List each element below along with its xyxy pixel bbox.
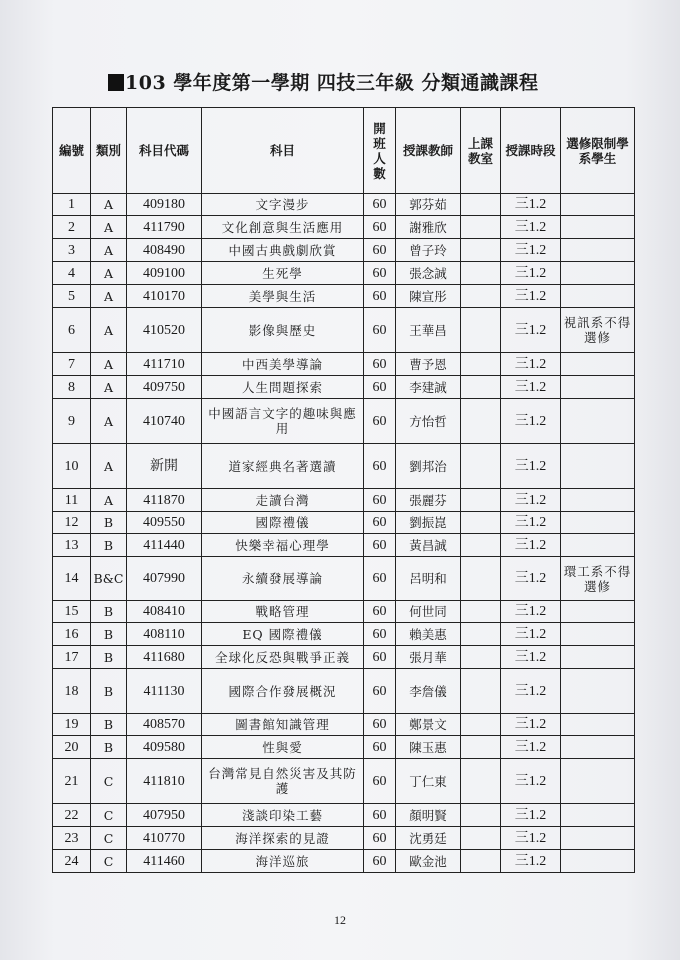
cell-room: [461, 399, 501, 444]
cell-subject: 永續發展導論: [202, 557, 364, 601]
cell-time: 三1.2: [501, 399, 561, 444]
cell-category: B: [91, 534, 127, 557]
cell-restriction: [561, 444, 635, 489]
cell-time: 三1.2: [501, 285, 561, 308]
cell-room: [461, 736, 501, 759]
cell-restriction: [561, 239, 635, 262]
cell-size: 60: [364, 353, 396, 376]
cell-teacher: 謝雅欣: [396, 216, 461, 239]
cell-size: 60: [364, 308, 396, 353]
cell-room: [461, 216, 501, 239]
cell-num: 18: [53, 669, 91, 714]
cell-code: 408570: [127, 714, 202, 736]
cell-num: 9: [53, 399, 91, 444]
cell-restriction: [561, 669, 635, 714]
cell-time: 三1.2: [501, 850, 561, 873]
cell-teacher: 張月華: [396, 646, 461, 669]
cell-num: 10: [53, 444, 91, 489]
cell-time: 三1.2: [501, 646, 561, 669]
cell-size: 60: [364, 239, 396, 262]
cell-category: B: [91, 512, 127, 534]
table-row: [53, 308, 635, 353]
cell-time: 三1.2: [501, 308, 561, 353]
cell-code: 411130: [127, 669, 202, 714]
cell-category: A: [91, 239, 127, 262]
page-number: 12: [334, 913, 346, 927]
cell-category: B: [91, 736, 127, 759]
cell-time: 三1.2: [501, 714, 561, 736]
cell-num: 6: [53, 308, 91, 353]
cell-teacher: 沈勇廷: [396, 827, 461, 850]
cell-size: 60: [364, 759, 396, 804]
cell-category: B: [91, 714, 127, 736]
cell-time: 三1.2: [501, 444, 561, 489]
cell-teacher: 李詹儀: [396, 669, 461, 714]
cell-code: 410170: [127, 285, 202, 308]
cell-size: 60: [364, 623, 396, 646]
table-row: [53, 194, 635, 216]
cell-num: 8: [53, 376, 91, 399]
table-row: [53, 759, 635, 804]
cell-room: [461, 827, 501, 850]
cell-room: [461, 512, 501, 534]
cell-restriction: [561, 850, 635, 873]
cell-code: 410770: [127, 827, 202, 850]
cell-num: 21: [53, 759, 91, 804]
cell-size: 60: [364, 601, 396, 623]
cell-teacher: 劉邦治: [396, 444, 461, 489]
cell-category: A: [91, 399, 127, 444]
cell-category: A: [91, 444, 127, 489]
cell-category: A: [91, 353, 127, 376]
cell-size: 60: [364, 444, 396, 489]
table-row: [53, 646, 635, 669]
cell-room: [461, 714, 501, 736]
cell-restriction: [561, 827, 635, 850]
cell-time: 三1.2: [501, 804, 561, 827]
cell-teacher: 何世同: [396, 601, 461, 623]
cell-restriction: [561, 489, 635, 512]
cell-restriction: [561, 285, 635, 308]
cell-num: 22: [53, 804, 91, 827]
header-restriction: 選修限制學系學生: [561, 108, 635, 194]
cell-code: 411710: [127, 353, 202, 376]
cell-category: B: [91, 623, 127, 646]
cell-num: 20: [53, 736, 91, 759]
cell-room: [461, 850, 501, 873]
header-subject: 科目: [202, 108, 364, 194]
cell-time: 三1.2: [501, 194, 561, 216]
cell-room: [461, 669, 501, 714]
cell-restriction: [561, 376, 635, 399]
cell-teacher: 曾子玲: [396, 239, 461, 262]
cell-category: C: [91, 759, 127, 804]
cell-num: 16: [53, 623, 91, 646]
cell-teacher: 顏明賢: [396, 804, 461, 827]
cell-restriction: [561, 399, 635, 444]
cell-subject: 文字漫步: [202, 194, 364, 216]
cell-teacher: 陳玉惠: [396, 736, 461, 759]
cell-code: 411810: [127, 759, 202, 804]
cell-num: 13: [53, 534, 91, 557]
cell-code: 408490: [127, 239, 202, 262]
cell-category: C: [91, 827, 127, 850]
cell-num: 4: [53, 262, 91, 285]
cell-subject: 台灣常見自然災害及其防護: [202, 759, 364, 804]
cell-restriction: 視訊系不得選修: [561, 308, 635, 353]
cell-num: 17: [53, 646, 91, 669]
cell-restriction: [561, 262, 635, 285]
cell-room: [461, 239, 501, 262]
cell-time: 三1.2: [501, 262, 561, 285]
cell-time: 三1.2: [501, 669, 561, 714]
cell-category: C: [91, 850, 127, 873]
cell-teacher: 歐金池: [396, 850, 461, 873]
cell-room: [461, 759, 501, 804]
cell-category: B&C: [91, 557, 127, 601]
table-row: [53, 512, 635, 534]
cell-time: 三1.2: [501, 557, 561, 601]
cell-code: 新開: [127, 444, 202, 489]
cell-room: [461, 285, 501, 308]
header-time: 授課時段: [501, 108, 561, 194]
cell-room: [461, 262, 501, 285]
cell-time: 三1.2: [501, 827, 561, 850]
cell-teacher: 郭芬茹: [396, 194, 461, 216]
table-row: [53, 216, 635, 239]
table-row: [53, 557, 635, 601]
cell-category: B: [91, 601, 127, 623]
cell-code: 408110: [127, 623, 202, 646]
table-row: [53, 850, 635, 873]
header-teacher: 授課教師: [396, 108, 461, 194]
cell-subject: EQ 國際禮儀: [202, 623, 364, 646]
table-row: [53, 601, 635, 623]
cell-subject: 影像與歷史: [202, 308, 364, 353]
cell-restriction: 環工系不得選修: [561, 557, 635, 601]
cell-subject: 淺談印染工藝: [202, 804, 364, 827]
cell-room: [461, 623, 501, 646]
cell-restriction: [561, 736, 635, 759]
cell-time: 三1.2: [501, 534, 561, 557]
table-row: [53, 285, 635, 308]
cell-size: 60: [364, 399, 396, 444]
cell-teacher: 方怡哲: [396, 399, 461, 444]
cell-restriction: [561, 512, 635, 534]
cell-subject: 海洋巡旅: [202, 850, 364, 873]
cell-room: [461, 646, 501, 669]
cell-subject: 美學與生活: [202, 285, 364, 308]
cell-teacher: 李建誠: [396, 376, 461, 399]
cell-room: [461, 804, 501, 827]
cell-room: [461, 489, 501, 512]
cell-teacher: 張念誠: [396, 262, 461, 285]
cell-time: 三1.2: [501, 601, 561, 623]
cell-code: 411790: [127, 216, 202, 239]
cell-restriction: [561, 714, 635, 736]
cell-restriction: [561, 623, 635, 646]
cell-size: 60: [364, 804, 396, 827]
cell-num: 24: [53, 850, 91, 873]
cell-category: A: [91, 285, 127, 308]
table-row: [53, 736, 635, 759]
cell-size: 60: [364, 285, 396, 308]
cell-code: 409550: [127, 512, 202, 534]
cell-num: 5: [53, 285, 91, 308]
cell-code: 411460: [127, 850, 202, 873]
cell-num: 1: [53, 194, 91, 216]
cell-code: 410520: [127, 308, 202, 353]
cell-code: 411680: [127, 646, 202, 669]
cell-code: 410740: [127, 399, 202, 444]
cell-subject: 文化創意與生活應用: [202, 216, 364, 239]
cell-room: [461, 353, 501, 376]
cell-room: [461, 601, 501, 623]
cell-size: 60: [364, 714, 396, 736]
cell-restriction: [561, 601, 635, 623]
table-header-row: [53, 108, 635, 194]
cell-teacher: 呂明和: [396, 557, 461, 601]
cell-restriction: [561, 353, 635, 376]
cell-category: B: [91, 669, 127, 714]
cell-time: 三1.2: [501, 623, 561, 646]
cell-time: 三1.2: [501, 216, 561, 239]
header-category: 類別: [91, 108, 127, 194]
cell-subject: 道家經典名著選讀: [202, 444, 364, 489]
table-row: [53, 827, 635, 850]
header-code: 科目代碼: [127, 108, 202, 194]
cell-room: [461, 557, 501, 601]
cell-teacher: 黃昌誠: [396, 534, 461, 557]
cell-size: 60: [364, 262, 396, 285]
cell-num: 19: [53, 714, 91, 736]
cell-num: 15: [53, 601, 91, 623]
title-square-bullet: [108, 74, 124, 91]
cell-room: [461, 376, 501, 399]
cell-category: A: [91, 262, 127, 285]
cell-subject: 全球化反恐與戰爭正義: [202, 646, 364, 669]
table-row: [53, 623, 635, 646]
table-row: [53, 399, 635, 444]
cell-size: 60: [364, 736, 396, 759]
cell-subject: 中國語言文字的趣味與應用: [202, 399, 364, 444]
cell-teacher: 張麗芬: [396, 489, 461, 512]
table-row: [53, 262, 635, 285]
cell-subject: 走讀台灣: [202, 489, 364, 512]
table-row: [53, 669, 635, 714]
cell-teacher: 丁仁東: [396, 759, 461, 804]
cell-code: 409750: [127, 376, 202, 399]
cell-code: 411870: [127, 489, 202, 512]
cell-time: 三1.2: [501, 353, 561, 376]
header-size: 開班人數: [364, 108, 396, 194]
cell-size: 60: [364, 669, 396, 714]
document-title: [108, 68, 578, 96]
table-row: [53, 353, 635, 376]
cell-teacher: 王華昌: [396, 308, 461, 353]
cell-subject: 戰略管理: [202, 601, 364, 623]
cell-category: A: [91, 489, 127, 512]
table-row: [53, 804, 635, 827]
table-row: [53, 534, 635, 557]
cell-time: 三1.2: [501, 512, 561, 534]
cell-restriction: [561, 646, 635, 669]
cell-time: 三1.2: [501, 239, 561, 262]
table-row: [53, 444, 635, 489]
cell-restriction: [561, 804, 635, 827]
cell-category: B: [91, 646, 127, 669]
cell-code: 409180: [127, 194, 202, 216]
cell-num: 7: [53, 353, 91, 376]
cell-num: 2: [53, 216, 91, 239]
cell-time: 三1.2: [501, 489, 561, 512]
cell-code: 407990: [127, 557, 202, 601]
cell-time: 三1.2: [501, 759, 561, 804]
cell-subject: 人生問題探索: [202, 376, 364, 399]
cell-room: [461, 444, 501, 489]
cell-size: 60: [364, 216, 396, 239]
cell-time: 三1.2: [501, 376, 561, 399]
cell-code: 407950: [127, 804, 202, 827]
cell-teacher: 鄭景文: [396, 714, 461, 736]
cell-code: 411440: [127, 534, 202, 557]
cell-category: A: [91, 308, 127, 353]
cell-time: 三1.2: [501, 736, 561, 759]
cell-category: A: [91, 194, 127, 216]
table-row: [53, 489, 635, 512]
cell-size: 60: [364, 646, 396, 669]
cell-size: 60: [364, 850, 396, 873]
cell-restriction: [561, 534, 635, 557]
cell-code: 408410: [127, 601, 202, 623]
cell-restriction: [561, 759, 635, 804]
cell-size: 60: [364, 194, 396, 216]
header-num: 編號: [53, 108, 91, 194]
table-row: [53, 239, 635, 262]
cell-restriction: [561, 194, 635, 216]
cell-restriction: [561, 216, 635, 239]
cell-size: 60: [364, 512, 396, 534]
header-room: 上課教室: [461, 108, 501, 194]
cell-subject: 國際合作發展概況: [202, 669, 364, 714]
table-row: [53, 376, 635, 399]
cell-subject: 快樂幸福心理學: [202, 534, 364, 557]
cell-room: [461, 534, 501, 557]
cell-subject: 性與愛: [202, 736, 364, 759]
cell-subject: 生死學: [202, 262, 364, 285]
course-table: [52, 107, 635, 873]
cell-size: 60: [364, 534, 396, 557]
cell-category: A: [91, 216, 127, 239]
cell-room: [461, 308, 501, 353]
cell-category: A: [91, 376, 127, 399]
cell-subject: 中國古典戲劇欣賞: [202, 239, 364, 262]
table-row: [53, 714, 635, 736]
cell-size: 60: [364, 489, 396, 512]
cell-code: 409100: [127, 262, 202, 285]
cell-teacher: 曹予恩: [396, 353, 461, 376]
cell-size: 60: [364, 376, 396, 399]
cell-num: 14: [53, 557, 91, 601]
cell-teacher: 劉振崑: [396, 512, 461, 534]
cell-size: 60: [364, 827, 396, 850]
cell-num: 12: [53, 512, 91, 534]
cell-category: C: [91, 804, 127, 827]
cell-subject: 中西美學導論: [202, 353, 364, 376]
cell-subject: 海洋探索的見證: [202, 827, 364, 850]
cell-teacher: 陳宣彤: [396, 285, 461, 308]
title-text: 103 學年度第一學期 四技三年級 分類通識課程: [125, 72, 539, 94]
cell-size: 60: [364, 557, 396, 601]
cell-num: 23: [53, 827, 91, 850]
cell-num: 11: [53, 489, 91, 512]
cell-num: 3: [53, 239, 91, 262]
cell-room: [461, 194, 501, 216]
cell-code: 409580: [127, 736, 202, 759]
cell-subject: 國際禮儀: [202, 512, 364, 534]
cell-teacher: 賴美惠: [396, 623, 461, 646]
cell-subject: 圖書館知識管理: [202, 714, 364, 736]
